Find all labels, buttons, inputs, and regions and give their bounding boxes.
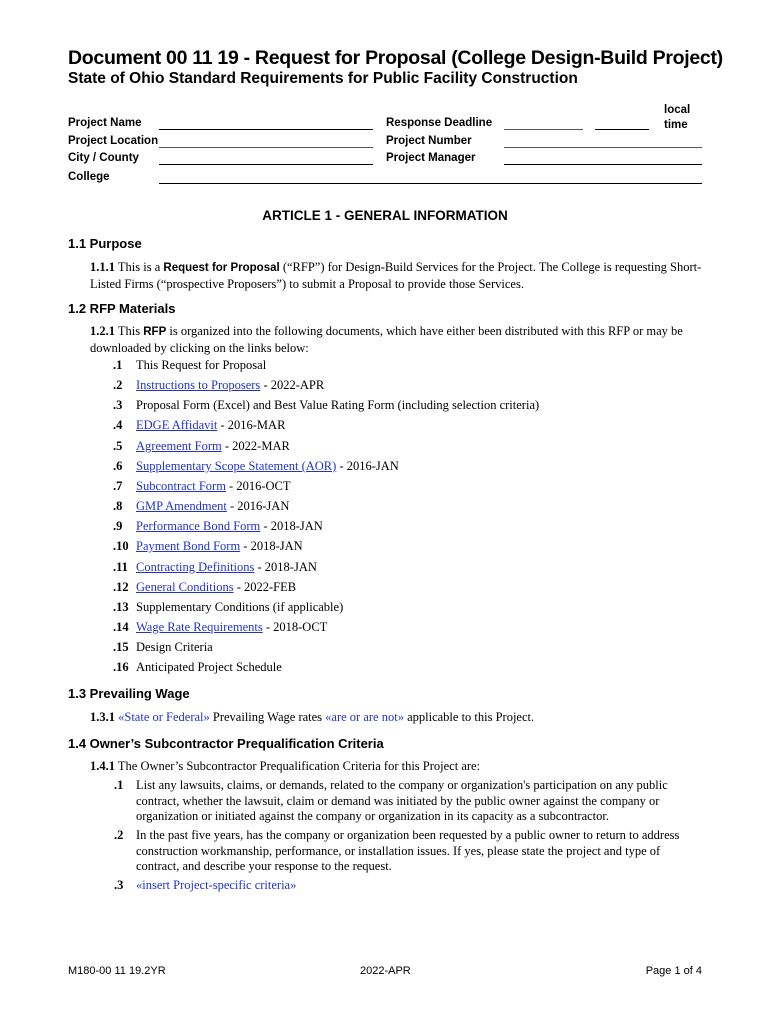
rfp-item-text: This Request for Proposal: [136, 358, 267, 372]
city-county-label: City / County: [68, 152, 139, 164]
rfp-item-text: - 2018-OCT: [262, 620, 328, 634]
section-heading-subcontractor-prequalification: 1.4 Owner’s Subcontractor Prequalification Criteria: [68, 736, 384, 751]
article-heading: ARTICLE 1 - GENERAL INFORMATION: [262, 208, 508, 223]
rfp-item-text: - 2022-APR: [260, 378, 325, 392]
rfp-document-item: [0, 418, 770, 436]
rfp-item-number: .8: [113, 499, 123, 513]
rfp-item-text: Proposal Form (Excel) and Best Value Rating Form (including selection criteria): [136, 398, 540, 412]
prevailing-wage-paragraph: 1.3.1 «State or Federal» Prevailing Wage rates «are or are not» applicable to this Project.: [90, 710, 535, 724]
rfp-item-text: Anticipated Project Schedule: [136, 660, 282, 674]
rfp-document-link[interactable]: EDGE Affidavit: [136, 418, 218, 432]
project-name-field[interactable]: [159, 129, 373, 130]
footer-date: 2022-APR: [360, 965, 411, 977]
rfp-item-number: .12: [113, 580, 129, 594]
rfp-item-number: .1: [113, 358, 123, 372]
rfp-document-item: [0, 459, 770, 477]
rfp-item-text: Supplementary Conditions (if applicable): [136, 600, 344, 614]
project-specific-criteria-placeholder[interactable]: «insert Project-specific criteria»: [136, 878, 297, 892]
rfp-item-number: .14: [113, 620, 129, 634]
college-field[interactable]: [159, 183, 702, 184]
rfp-item-number: .16: [113, 660, 129, 674]
purpose-paragraph: 1.1.1 This is a Request for Proposal (“RFP”) for Design-Build Services for the Project. The College is requesting Short-Listed Firms (“prospective Proposers”) to submit a Proposal to provide those Services.: [90, 260, 702, 291]
rfp-document-link[interactable]: Performance Bond Form: [136, 519, 261, 533]
document-title: Document 00 11 19 - Request for Proposal (College Design-Build Project): [68, 47, 723, 69]
project-name-label: Project Name: [68, 117, 142, 129]
rfp-document-link[interactable]: Subcontract Form: [136, 479, 226, 493]
project-manager-field[interactable]: [504, 164, 702, 165]
criteria-item: .2 In the past five years, has the company or organization been requested by a public owner to return to address construction workmanship, performance, or installation issues. If yes, please state the project and type of contract, and describe your response to the request.: [114, 828, 680, 873]
rfp-item-text: Design Criteria: [136, 640, 213, 654]
project-number-label: Project Number: [386, 135, 472, 147]
rfp-document-item: [0, 479, 770, 497]
response-deadline-time-field[interactable]: [595, 129, 649, 130]
rfp-item-text: - 2018-JAN: [260, 519, 323, 533]
rfp-document-item: [0, 439, 770, 457]
criteria-item: .3 «insert Project-specific criteria»: [114, 878, 714, 896]
rfp-item-text: - 2016-JAN: [336, 459, 399, 473]
rfp-item-number: .15: [113, 640, 129, 654]
rfp-item-text: - 2022-FEB: [233, 580, 297, 594]
rfp-item-number: .10: [113, 539, 129, 553]
applicability-placeholder[interactable]: «are or are not»: [325, 710, 404, 724]
rfp-item-number: .2: [113, 378, 123, 392]
rfp-materials-paragraph: 1.2.1 This RFP is organized into the following documents, which have either been distributed with this RFP or may be downloaded by clicking on the links below:: [90, 324, 683, 355]
project-location-field[interactable]: [159, 147, 373, 148]
rfp-document-item: [0, 358, 770, 376]
rfp-document-item: [0, 600, 770, 618]
rfp-document-item: [0, 398, 770, 416]
rfp-document-item: [0, 620, 770, 638]
rfp-item-number: .7: [113, 479, 123, 493]
rfp-document-link[interactable]: Wage Rate Requirements: [136, 620, 263, 634]
rfp-document-item: [0, 499, 770, 517]
city-county-field[interactable]: [159, 164, 373, 165]
rfp-document-item: [0, 660, 770, 678]
college-label: College: [68, 171, 110, 183]
prequalification-intro: 1.4.1 The Owner’s Subcontractor Prequalification Criteria for this Project are:: [90, 759, 481, 773]
rfp-document-link[interactable]: Supplementary Scope Statement (AOR): [136, 459, 337, 473]
rfp-document-item: [0, 378, 770, 396]
rfp-item-number: .3: [113, 398, 123, 412]
rfp-item-number: .4: [113, 418, 123, 432]
rfp-item-text: - 2018-JAN: [240, 539, 303, 553]
rfp-document-link[interactable]: Contracting Definitions: [136, 560, 255, 574]
project-manager-label: Project Manager: [386, 152, 476, 164]
rfp-item-text: - 2016-JAN: [226, 499, 290, 513]
criteria-item: .1 List any lawsuits, claims, or demands, related to the company or organization's participation on any public contract, whether the lawsuit, claim or demand was initiated by the public owner against the company or organization or initiated against the company or organization in its capacity as a subcontractor.: [114, 778, 668, 823]
section-heading-rfp-materials: 1.2 RFP Materials: [68, 301, 176, 316]
rfp-document-link[interactable]: Payment Bond Form: [136, 539, 241, 553]
rfp-item-number: .11: [113, 560, 128, 574]
rfp-item-text: - 2018-JAN: [254, 560, 317, 574]
section-heading-purpose: 1.1 Purpose: [68, 236, 142, 251]
response-deadline-date-field[interactable]: [504, 129, 583, 130]
wage-type-placeholder[interactable]: «State or Federal»: [115, 710, 210, 724]
footer-page-number: Page 1 of 4: [645, 965, 702, 977]
rfp-item-number: .9: [113, 519, 123, 533]
rfp-document-item: [0, 539, 770, 557]
rfp-document-item: [0, 580, 770, 598]
section-heading-prevailing-wage: 1.3 Prevailing Wage: [68, 686, 190, 701]
rfp-item-number: .6: [113, 459, 123, 473]
project-number-field[interactable]: [504, 147, 702, 148]
response-deadline-label: Response Deadline: [386, 117, 493, 129]
rfp-document-item: [0, 519, 770, 537]
project-location-label: Project Location: [68, 135, 159, 147]
rfp-document-link[interactable]: Instructions to Proposers: [136, 378, 261, 392]
local-time-label: local time: [664, 104, 691, 131]
rfp-document-item: [0, 640, 770, 658]
rfp-item-number: .5: [113, 439, 123, 453]
rfp-item-text: - 2016-MAR: [217, 418, 286, 432]
rfp-document-link[interactable]: General Conditions: [136, 580, 234, 594]
rfp-document-link[interactable]: GMP Amendment: [136, 499, 227, 513]
rfp-document-link[interactable]: Agreement Form: [136, 439, 222, 453]
rfp-item-number: .13: [113, 600, 129, 614]
rfp-item-text: - 2016-OCT: [225, 479, 291, 493]
rfp-item-text: - 2022-MAR: [221, 439, 290, 453]
rfp-document-item: [0, 560, 770, 578]
document-subtitle: State of Ohio Standard Requirements for Public Facility Construction: [68, 70, 578, 87]
footer-document-id: M180-00 11 19.2YR: [68, 965, 166, 977]
